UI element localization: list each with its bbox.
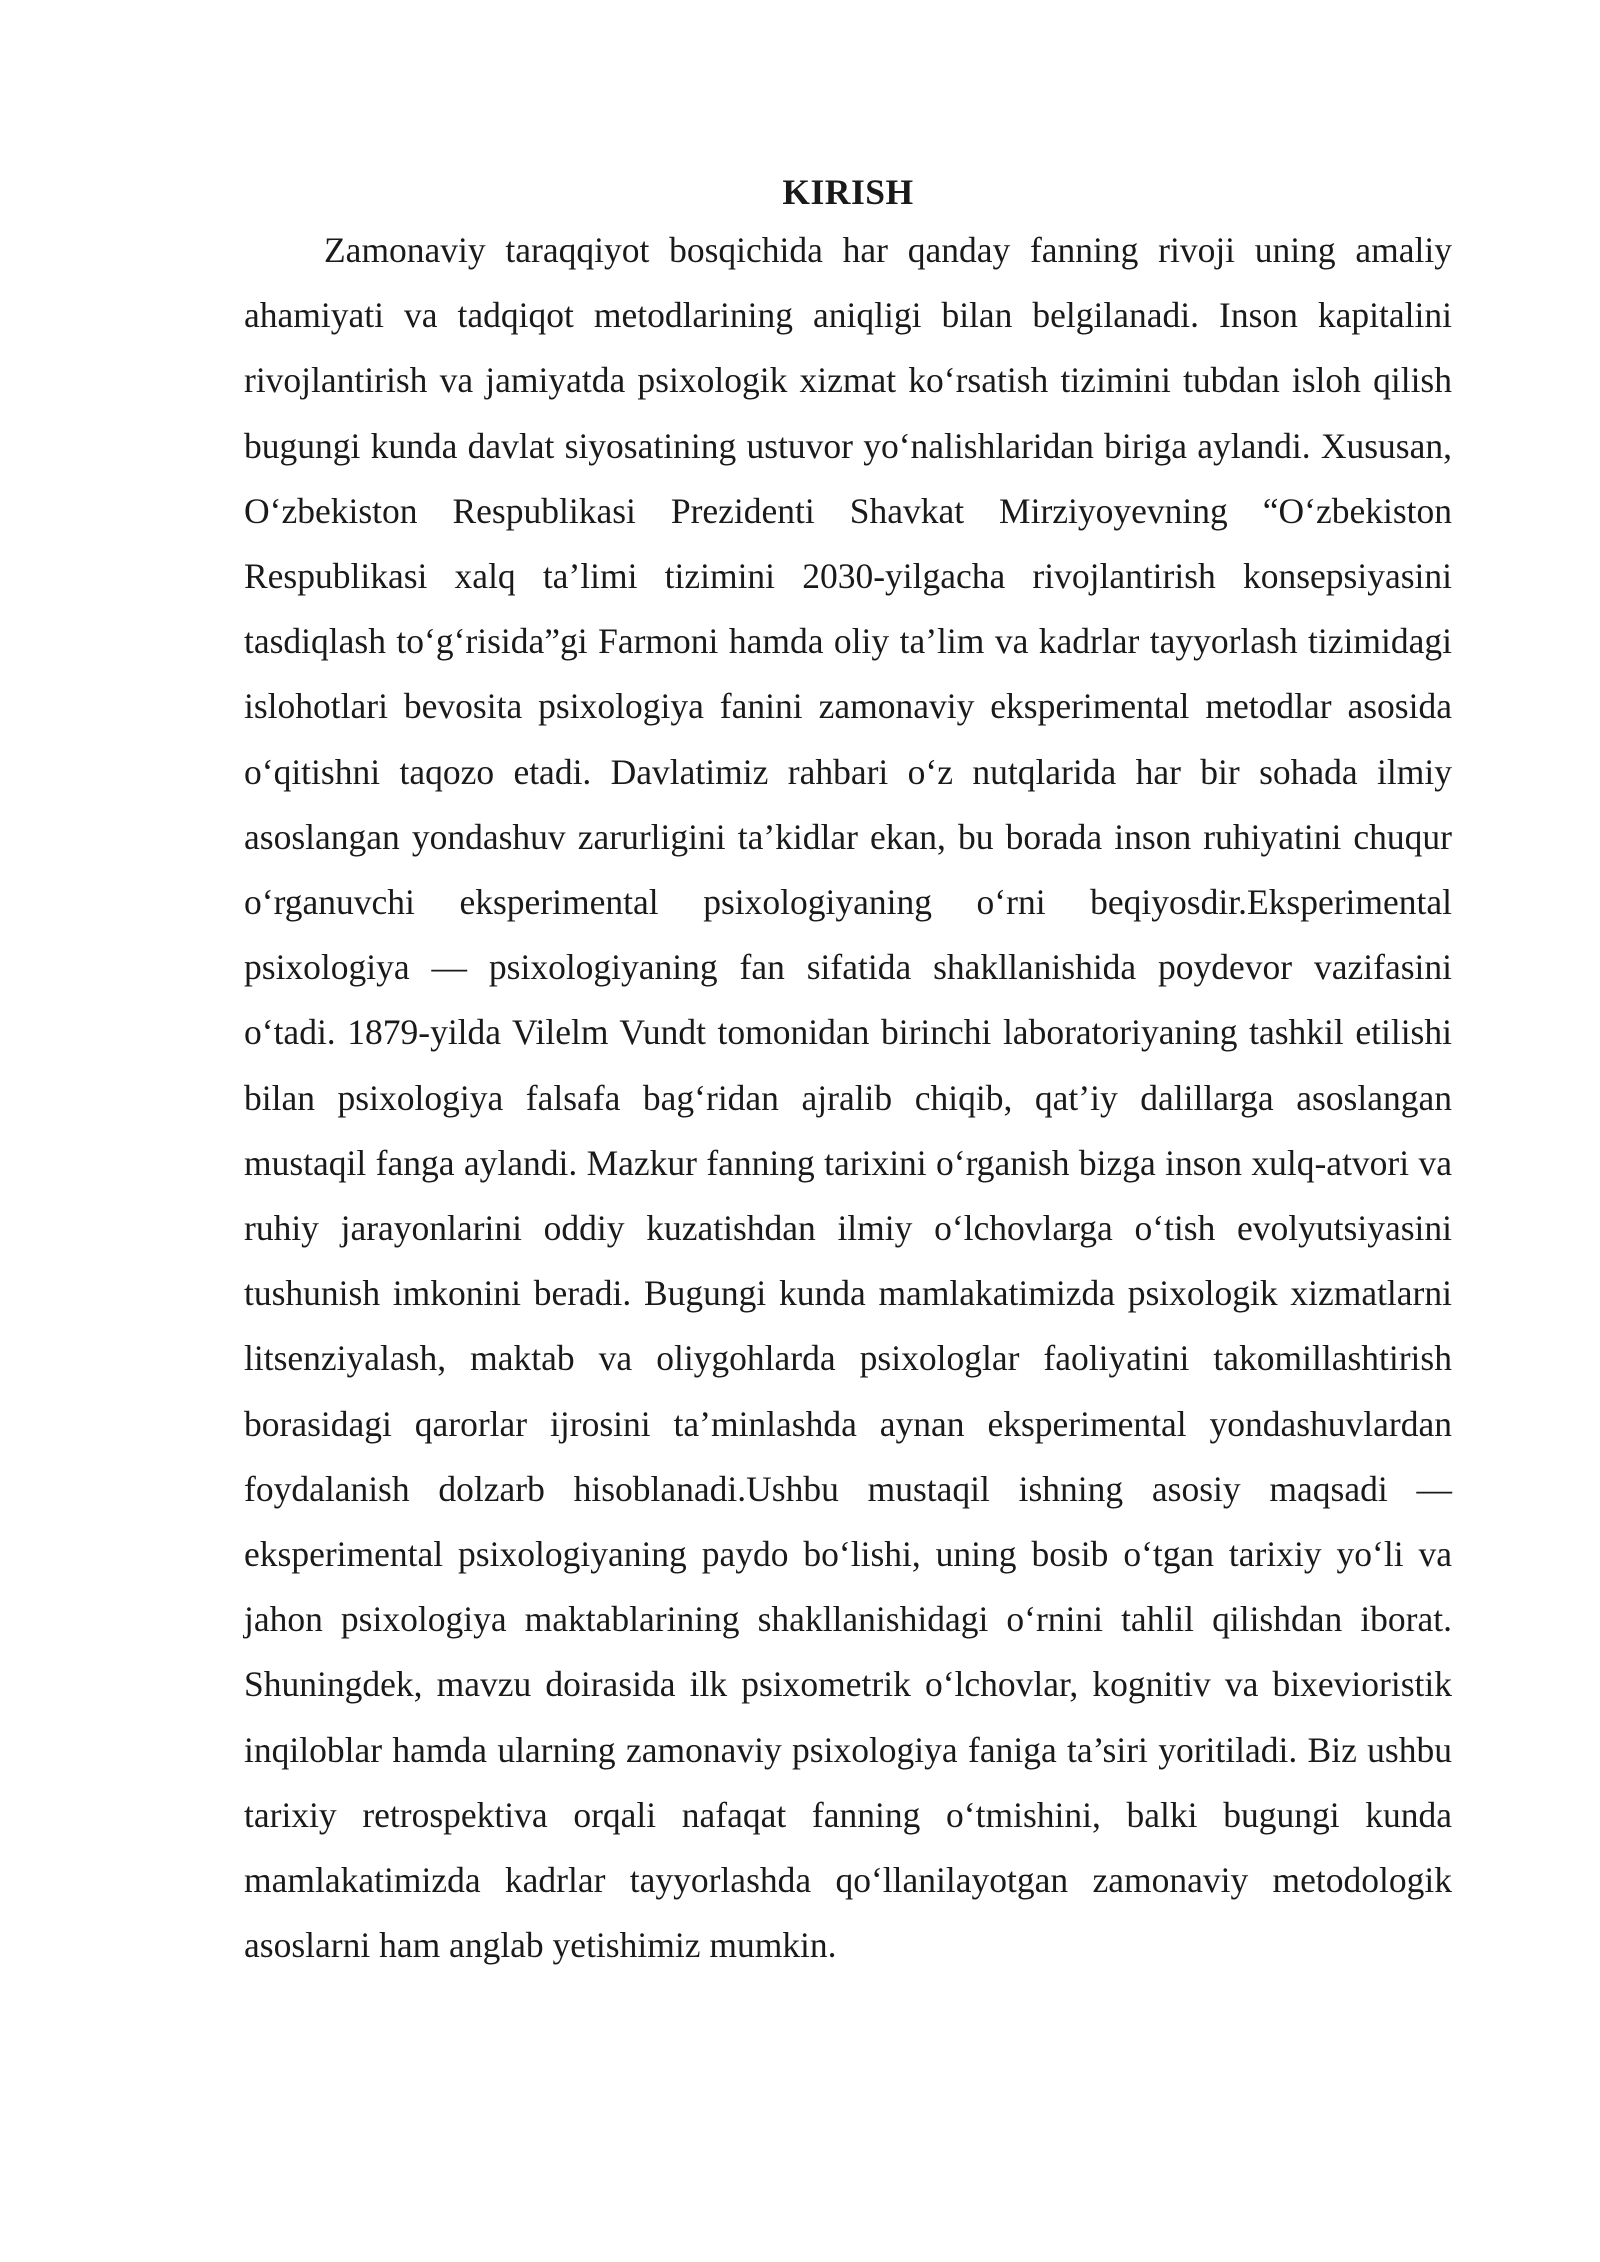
- body-paragraph: Zamonaviy taraqqiyot bosqichida har qanday fanning rivoji uning amaliy ahamiyati va tadqiqot metodlarining aniqligi bilan belgilanadi. Inson kapitalini rivojlantirish va jamiyatda psixologik xizmat ko‘rsatish tizimini tubdan isloh qilish bugungi kunda davlat siyosatining ustuvor yo‘nalishlaridan biriga aylandi. Xususan, O‘zbekiston Respublikasi Prezidenti Shavkat Mirziyoyevning “O‘zbekiston Respublikasi xalq ta’limi tizimini 2030-yilgacha rivojlantirish konsepsiyasini tasdiqlash to‘g‘risida”gi Farmoni hamda oliy ta’lim va kadrlar tayyorlash tizimidagi islohotlari bevosita psixologiya fanini zamonaviy eksperimental metodlar asosida o‘qitishni taqozo etadi. Davlatimiz rahbari o‘z nutqlarida har bir sohada ilmiy asoslangan yondashuv zarurligini ta’kidlar ekan, bu borada inson ruhiyatini chuqur o‘rganuvchi eksperimental psixologiyaning o‘rni beqiyosdir.Eksperimental psixologiya — psixologiyaning fan sifatida shakllanishida poydevor vazifasini o‘tadi. 1879-yilda Vilelm Vundt tomonidan birinchi laboratoriyaning tashkil etilishi bilan psixologiya falsafa bag‘ridan ajralib chiqib, qat’iy dalillarga asoslangan mustaqil fanga aylandi. Mazkur fanning tarixini o‘rganish bizga inson xulq-atvori va ruhiy jarayonlarini oddiy kuzatishdan ilmiy o‘lchovlarga o‘tish evolyutsiyasini tushunish imkonini beradi. Bugungi kunda mamlakatimizda psixologik xizmatlarni litsenziyalash, maktab va oliygohlarda psixologlar faoliyatini takomillashtirish borasidagi qarorlar ijrosini ta’minlashda aynan eksperimental yondashuvlardan foydalanish dolzarb hisoblanadi.Ushbu mustaqil ishning asosiy maqsadi — eksperimental psixologiyaning paydo bo‘lishi, uning bosib o‘tgan tarixiy yo‘li va jahon psixologiya maktablarining shakllanishidagi o‘rnini tahlil qilishdan iborat. Shuningdek, mavzu doirasida ilk psixometrik o‘lchovlar, kognitiv va bixevioristik inqiloblar hamda ularning zamonaviy psixologiya faniga ta’siri yoritiladi. Biz ushbu tarixiy retrospektiva orqali nafaqat fanning o‘tmishini, balki bugungi kunda mamlakatimizda kadrlar tayyorlashda qo‘llanilayotgan zamonaviy metodologik asoslarni ham anglab yetishimiz mumkin.: [244, 230, 1452, 1966]
- document-body: [244, 166, 1452, 1978]
- page-title: KIRISH: [782, 172, 914, 212]
